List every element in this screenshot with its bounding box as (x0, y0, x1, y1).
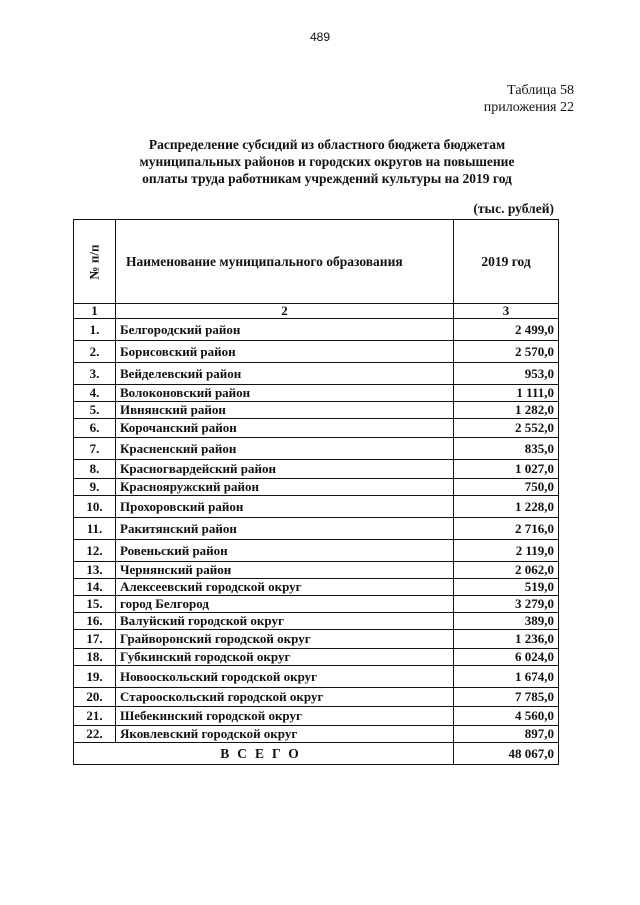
table-row (74, 385, 559, 402)
table-row (74, 688, 559, 707)
row-name: Ровеньский район (116, 540, 454, 562)
row-number: 13. (74, 562, 116, 579)
table-row (74, 438, 559, 460)
row-name: Ракитянский район (116, 518, 454, 540)
row-name: Яковлевский городской округ (116, 726, 454, 743)
row-name: Вейделевский район (116, 363, 454, 385)
table-row (74, 479, 559, 496)
header-name: Наименование муниципального образования (116, 220, 454, 304)
title-line3: оплаты труда работникам учреждений культуры на 2019 год (142, 171, 512, 186)
table-row (74, 596, 559, 613)
table-row (74, 666, 559, 688)
row-number: 4. (74, 385, 116, 402)
row-number: 14. (74, 579, 116, 596)
row-name: Волоконовский район (116, 385, 454, 402)
table-row (74, 363, 559, 385)
title-line1: Распределение субсидий из областного бюджета бюджетам (148, 137, 506, 152)
index-cell: 2 (116, 304, 454, 319)
row-value: 2 716,0 (454, 518, 559, 540)
row-name: Губкинский городской округ (116, 649, 454, 666)
subsidy-table (73, 219, 559, 765)
row-number: 17. (74, 630, 116, 649)
unit-label: (тыс. рублей) (473, 201, 554, 216)
row-value: 2 552,0 (454, 419, 559, 438)
row-name: Грайворонский городской округ (116, 630, 454, 649)
row-number: 8. (74, 460, 116, 479)
row-value: 1 228,0 (454, 496, 559, 518)
table-ref-line2: приложения 22 (483, 100, 574, 115)
row-value: 1 111,0 (454, 385, 559, 402)
row-number: 19. (74, 666, 116, 688)
table-row (74, 630, 559, 649)
row-value: 519,0 (454, 579, 559, 596)
row-value: 2 062,0 (454, 562, 559, 579)
row-name: город Белгород (116, 596, 454, 613)
table-row (74, 419, 559, 438)
table-row (74, 562, 559, 579)
row-number: 9. (74, 479, 116, 496)
row-number: 2. (74, 341, 116, 363)
row-number: 1. (74, 319, 116, 341)
row-number: 21. (74, 707, 116, 726)
table-reference (484, 82, 574, 116)
row-value: 953,0 (454, 363, 559, 385)
title-line2: муниципальных районов и городских округов на повышение (139, 154, 515, 169)
table-row (74, 319, 559, 341)
row-name: Чернянский район (116, 562, 454, 579)
table-ref-line1: Таблица 58 (507, 83, 574, 98)
row-number: 20. (74, 688, 116, 707)
header-num (74, 220, 116, 304)
row-name: Старооскольский городской округ (116, 688, 454, 707)
row-name: Корочанский район (116, 419, 454, 438)
row-value: 389,0 (454, 613, 559, 630)
index-cell: 1 (74, 304, 116, 319)
row-number: 7. (74, 438, 116, 460)
table-row (74, 649, 559, 666)
table-row (74, 707, 559, 726)
row-value: 750,0 (454, 479, 559, 496)
table-row (74, 402, 559, 419)
row-value: 7 785,0 (454, 688, 559, 707)
row-name: Прохоровский район (116, 496, 454, 518)
row-name: Красненский район (116, 438, 454, 460)
row-number: 5. (74, 402, 116, 419)
page-number: 489 (309, 30, 331, 44)
row-value: 4 560,0 (454, 707, 559, 726)
row-value: 1 282,0 (454, 402, 559, 419)
index-cell: 3 (454, 304, 559, 319)
table-row (74, 518, 559, 540)
header-num-text: № п/п (86, 244, 102, 279)
table-row (74, 579, 559, 596)
row-value: 835,0 (454, 438, 559, 460)
table-row (74, 496, 559, 518)
row-number: 10. (74, 496, 116, 518)
table-body (74, 319, 559, 743)
row-number: 22. (74, 726, 116, 743)
row-value: 897,0 (454, 726, 559, 743)
row-name: Валуйский городской округ (116, 613, 454, 630)
row-name: Борисовский район (116, 341, 454, 363)
row-number: 11. (74, 518, 116, 540)
table-row (74, 460, 559, 479)
row-name: Красногвардейский район (116, 460, 454, 479)
row-value: 2 570,0 (454, 341, 559, 363)
row-number: 15. (74, 596, 116, 613)
row-value: 6 024,0 (454, 649, 559, 666)
table-row (74, 613, 559, 630)
document-title (100, 136, 554, 187)
row-value: 1 236,0 (454, 630, 559, 649)
row-value: 2 119,0 (454, 540, 559, 562)
row-number: 3. (74, 363, 116, 385)
row-name: Шебекинский городской округ (116, 707, 454, 726)
row-name: Новооскольский городской округ (116, 666, 454, 688)
table-row (74, 341, 559, 363)
total-row (74, 743, 559, 765)
row-number: 12. (74, 540, 116, 562)
row-value: 2 499,0 (454, 319, 559, 341)
row-value: 1 674,0 (454, 666, 559, 688)
row-name: Ивнянский район (116, 402, 454, 419)
row-number: 6. (74, 419, 116, 438)
row-value: 1 027,0 (454, 460, 559, 479)
row-value: 3 279,0 (454, 596, 559, 613)
total-value: 48 067,0 (454, 743, 559, 765)
header-year: 2019 год (454, 220, 559, 304)
total-label: ВСЕГО (74, 743, 454, 765)
table-row (74, 726, 559, 743)
row-number: 16. (74, 613, 116, 630)
row-number: 18. (74, 649, 116, 666)
row-name: Белгородский район (116, 319, 454, 341)
header-row (74, 220, 559, 304)
row-name: Алексеевский городской округ (116, 579, 454, 596)
table-row (74, 540, 559, 562)
index-row (74, 304, 559, 319)
row-name: Краснояружский район (116, 479, 454, 496)
